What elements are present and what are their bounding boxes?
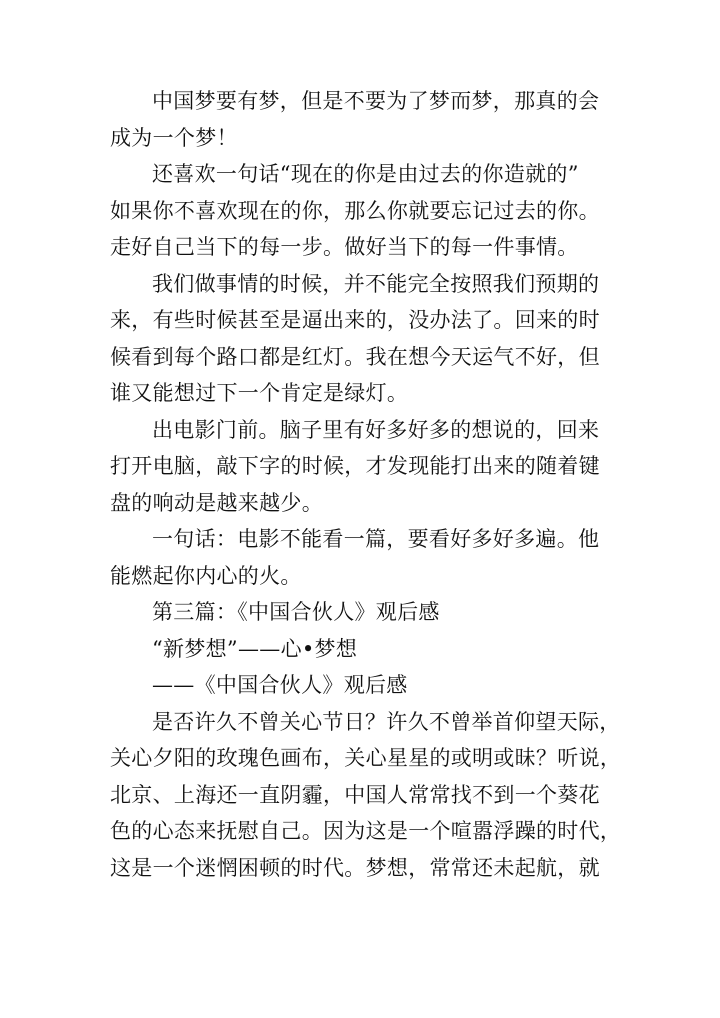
text-line: 打开电脑，敲下字的时候，才发现能打出来的随着键: [110, 454, 600, 478]
text-line: 还喜欢一句话“现在的你是由过去的你造就的”: [152, 162, 579, 186]
body-text: [110, 83, 622, 886]
text-line: 走好自己当下的每一步。做好当下的每一件事情。: [110, 235, 579, 259]
text-line: 北京、上海还一直阴霾，中国人常常找不到一个葵花: [110, 782, 600, 807]
text-line: 中国梦要有梦，但是不要为了梦而梦，那真的会: [152, 89, 600, 113]
text-line: 关心夕阳的玫瑰色画布，关心星星的或明或昧？听说，: [110, 746, 622, 770]
text-line: 来，有些时候甚至是逼出来的，没办法了。回来的时: [110, 308, 600, 332]
text-line: 是否许久不曾关心节日？许久不曾举首仰望天际，: [152, 709, 621, 734]
text-line: 谁又能想过下一个肯定是绿灯。: [110, 381, 409, 405]
text-line: ——《中国合伙人》观后感: [152, 673, 408, 697]
text-line: 这是一个迷惘困顿的时代。梦想，常常还未起航，就: [110, 855, 600, 880]
text-line: 色的心态来抚慰自己。因为这是一个喧嚣浮躁的时代，: [110, 819, 622, 843]
text-line: 一句话：电影不能看一篇，要看好多好多遍。他: [152, 527, 600, 551]
text-line: “新梦想”——心•梦想: [152, 636, 358, 661]
text-line: 候看到每个路口都是红灯。我在想今天运气不好，但: [110, 344, 600, 369]
text-line: 能燃起你内心的火。: [110, 563, 302, 588]
text-line: 第三篇：《中国合伙人》观后感: [152, 600, 440, 624]
text-line: 出电影门前。脑子里有好多好多的想说的，回来: [152, 417, 600, 442]
text-line: 盘的响动是越来越少。: [110, 490, 323, 515]
text-line: 成为一个梦！: [110, 125, 238, 150]
text-line: 我们做事情的时候，并不能完全按照我们预期的: [152, 271, 600, 296]
text-line: 如果你不喜欢现在的你，那么你就要忘记过去的你。: [110, 198, 600, 223]
